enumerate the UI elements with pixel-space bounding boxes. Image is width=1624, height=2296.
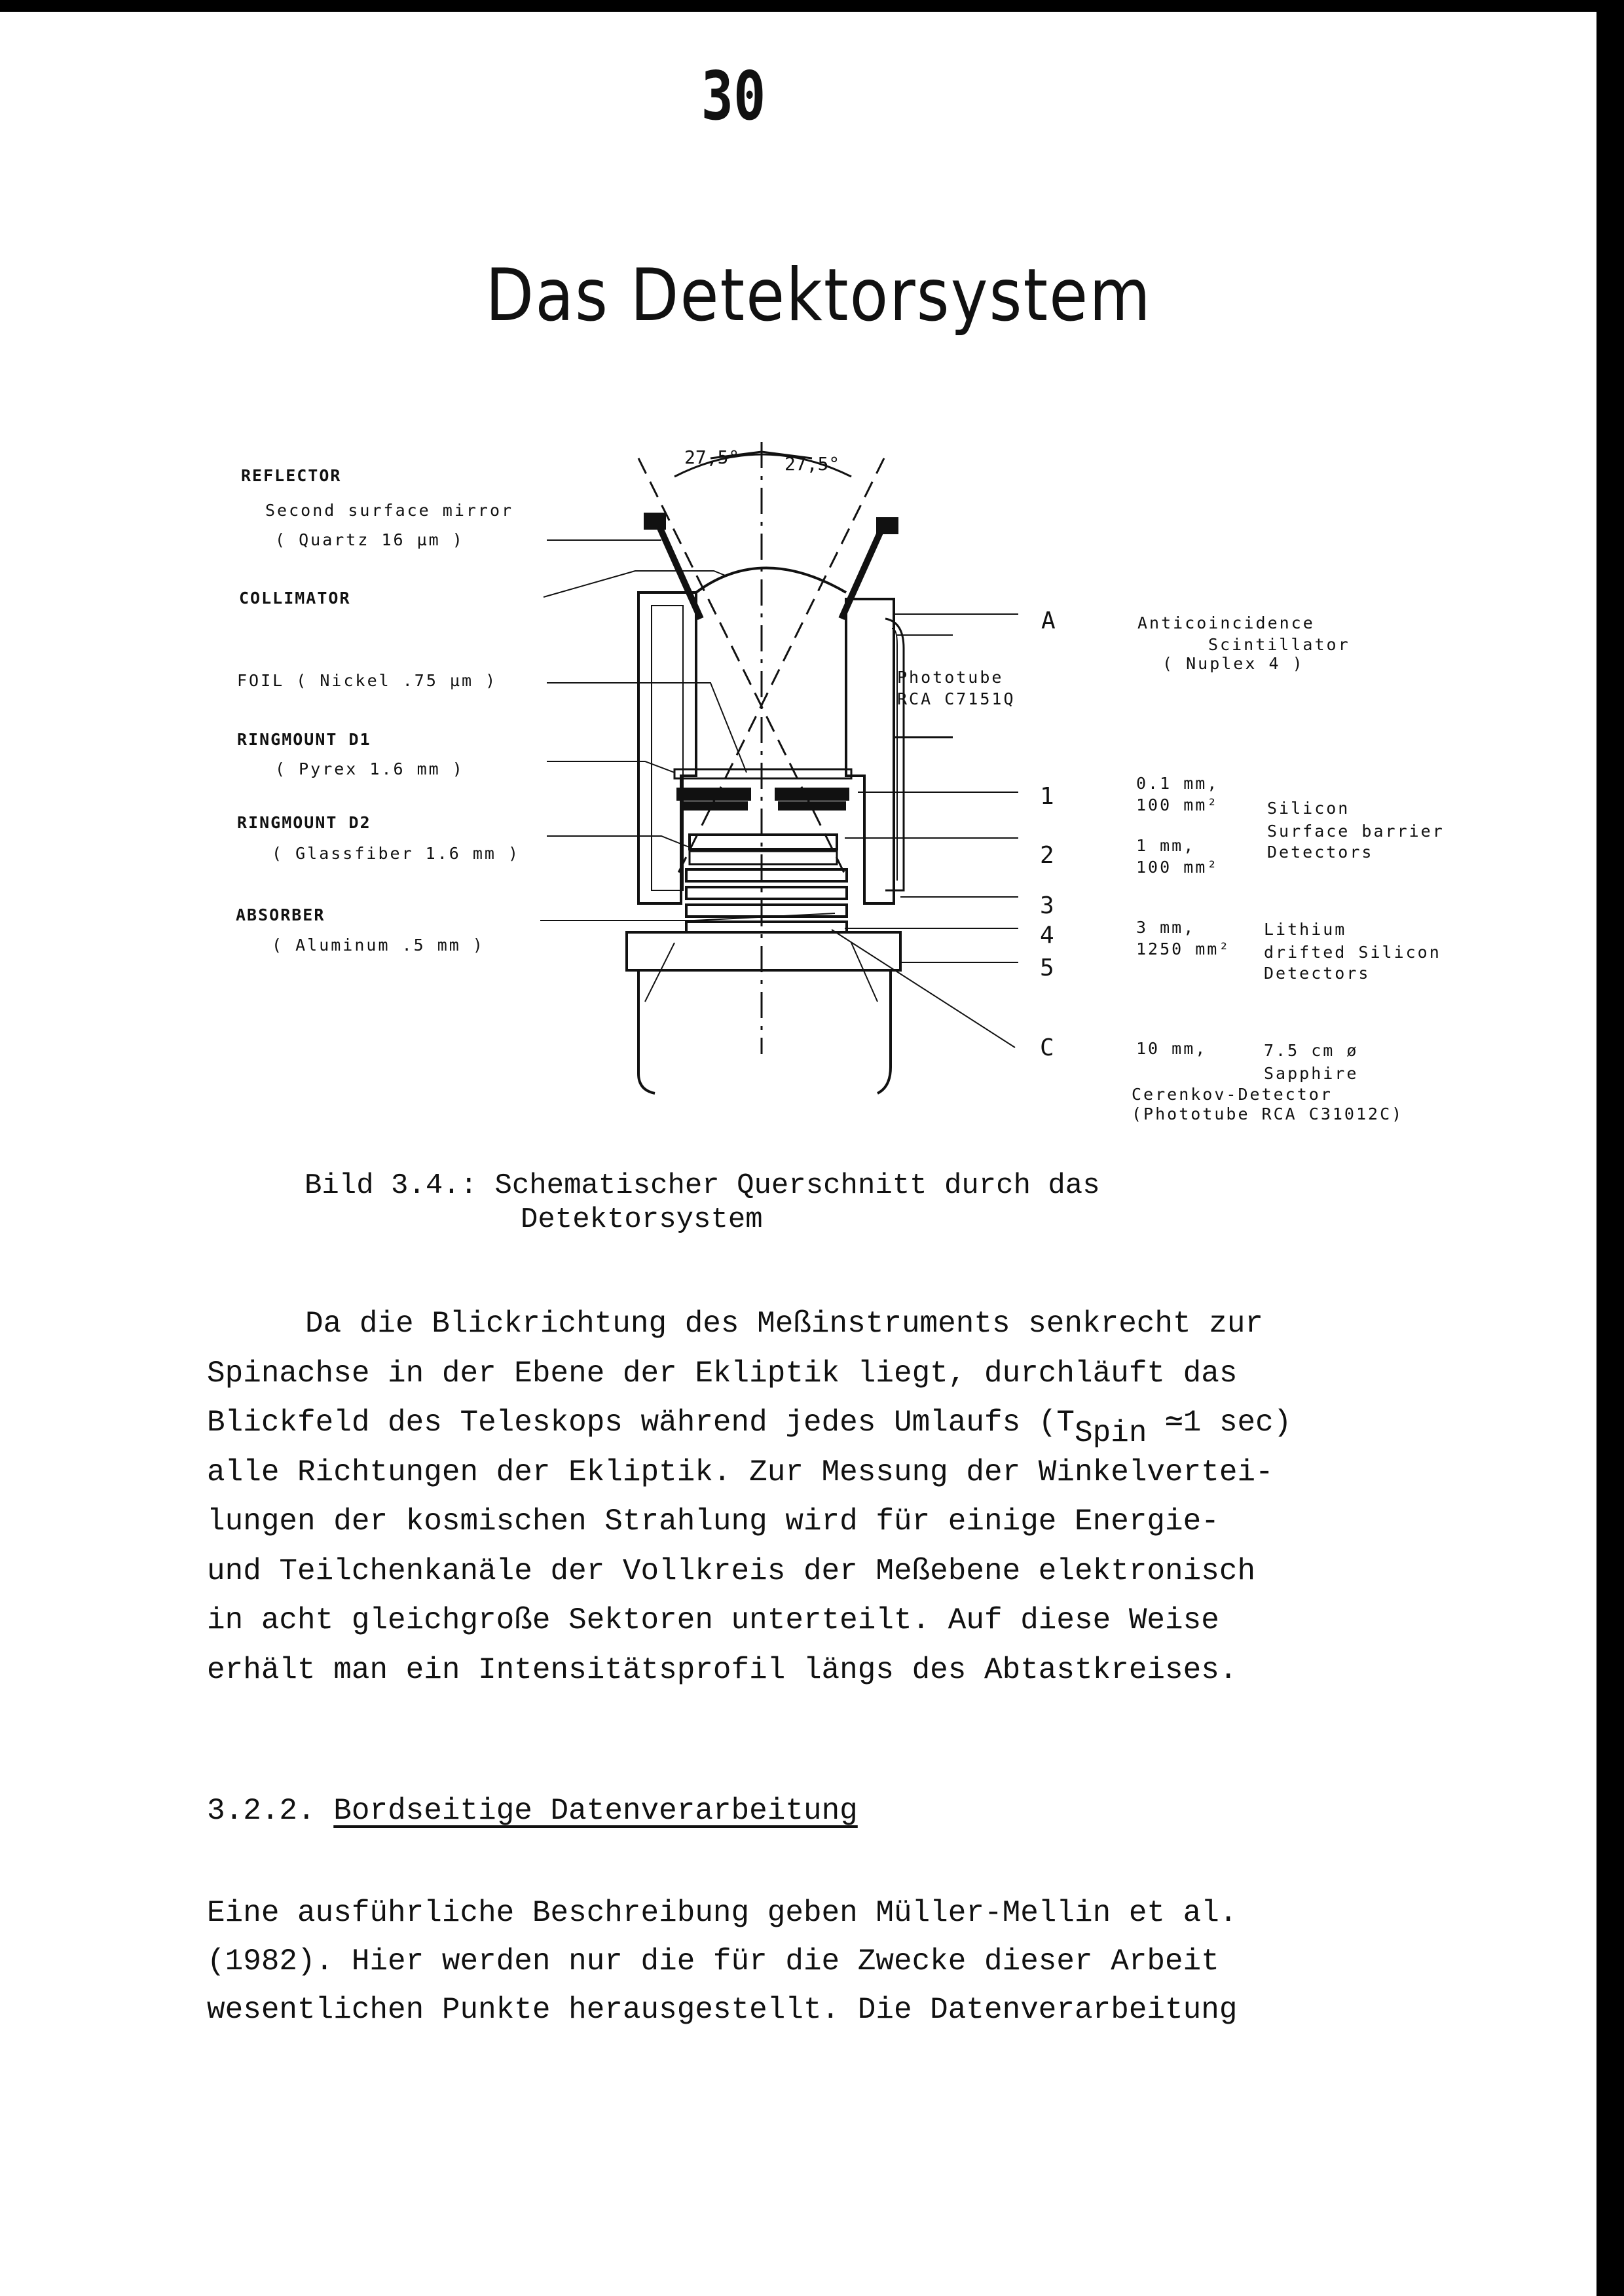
label-det34-area: 1250 mm² — [1136, 939, 1231, 958]
label-silicon: Silicon — [1267, 799, 1350, 818]
label-detc-diameter: 7.5 cm ø — [1264, 1041, 1359, 1060]
detector-2 — [690, 835, 837, 849]
label-ringmount-d2: RINGMOUNT D2 — [237, 813, 371, 832]
detector-1-right — [776, 789, 848, 799]
label-cerenkov: Cerenkov-Detector — [1132, 1085, 1333, 1104]
marker-a: A — [1041, 608, 1056, 634]
label-det2-area: 100 mm² — [1136, 858, 1219, 877]
label-foil: FOIL ( Nickel .75 µm ) — [237, 671, 498, 690]
caption-line-1: Bild 3.4.: Schematischer Querschnitt durch das — [304, 1169, 1100, 1202]
label-nuplex: ( Nuplex 4 ) — [1162, 654, 1304, 673]
paragraph-1-line: lungen der kosmischen Strahlung wird für einige Energie- — [207, 1504, 1219, 1539]
paragraph-1-line-with-subscript: Blickfeld des Teleskops während jedes Umlaufs (TSpin ≃1 sec) — [207, 1406, 1292, 1450]
label-anticoincidence: Anticoincidence — [1137, 613, 1315, 632]
paragraph-2-line: Eine ausführliche Beschreibung geben Müller-Mellin et al. — [207, 1896, 1238, 1930]
label-cerenkov-phototube: (Phototube RCA C31012C) — [1132, 1104, 1404, 1123]
label-ringmount-d1-sub: ( Pyrex 1.6 mm ) — [275, 759, 464, 778]
section-title: Bordseitige Datenverarbeitung — [333, 1794, 858, 1828]
detector-4 — [686, 905, 847, 917]
reflector-right — [841, 524, 884, 619]
label-det1-thickness: 0.1 mm, — [1136, 774, 1219, 793]
cerenkov-right-wall — [877, 970, 891, 1093]
paragraph-1-line: Da die Blickrichtung des Meßinstruments senkrecht zur — [305, 1307, 1264, 1341]
paragraph-2-line: (1982). Hier werden nur die für die Zwecke dieser Arbeit — [207, 1944, 1219, 1978]
paragraph-1-line: in acht gleichgroße Sektoren unterteilt. Auf diese Weise — [207, 1603, 1219, 1637]
paragraph-2 — [207, 1889, 1237, 2034]
label-drifted-silicon: drifted Silicon — [1264, 943, 1441, 962]
label-reflector-sub2: ( Quartz 16 µm ) — [275, 530, 464, 549]
marker-4: 4 — [1040, 922, 1054, 949]
mirror-mount-left — [645, 514, 665, 528]
collimator-dome — [696, 568, 846, 593]
label-lithium: Lithium — [1264, 920, 1347, 939]
paragraph-1-line: und Teilchenkanäle der Vollkreis der Meßebene elektronisch — [207, 1554, 1256, 1588]
figure-title: Das Detektorsystem — [485, 253, 1152, 338]
label-phototube-2: RCA C7151Q — [897, 689, 1016, 708]
marker-1: 1 — [1040, 783, 1054, 810]
marker-3: 3 — [1040, 892, 1054, 919]
paragraph-2-line: wesentlichen Punkte herausgestellt. Die Datenverarbeitung — [207, 1993, 1238, 2027]
paragraph-1-line: Spinachse in der Ebene der Ekliptik liegt, durchläuft das — [207, 1356, 1238, 1391]
label-det1-area: 100 mm² — [1136, 795, 1219, 814]
label-reflector-sub1: Second surface mirror — [265, 501, 514, 520]
label-det2-thickness: 1 mm, — [1136, 836, 1196, 855]
label-scintillator: Scintillator — [1208, 635, 1350, 654]
fov-line-right — [678, 458, 884, 874]
label-detectors-li: Detectors — [1264, 964, 1371, 983]
paragraph-1-line: erhält man ein Intensitätsprofil längs des Abtastkreises. — [207, 1652, 1238, 1687]
label-detectors-si: Detectors — [1267, 843, 1374, 862]
label-absorber: ABSORBER — [236, 905, 325, 924]
marker-5: 5 — [1040, 955, 1054, 981]
label-sapphire: Sapphire — [1264, 1064, 1359, 1083]
absorber-plate — [627, 932, 900, 970]
detector-1-left — [678, 789, 750, 799]
label-collimator: COLLIMATOR — [239, 589, 351, 608]
section-number: 3.2.2. — [207, 1794, 316, 1828]
housing-left — [638, 592, 696, 903]
detector-3 — [686, 869, 847, 881]
label-absorber-sub: ( Aluminum .5 mm ) — [272, 936, 485, 955]
figure-caption — [304, 1169, 1100, 1237]
section-heading — [207, 1794, 858, 1828]
marker-2: 2 — [1040, 842, 1054, 869]
housing-right — [846, 599, 894, 903]
page-number: 30 — [701, 58, 766, 136]
label-ringmount-d2-sub: ( Glassfiber 1.6 mm ) — [272, 844, 521, 863]
paragraph-1-line: alle Richtungen der Ekliptik. Zur Messung der Winkelvertei- — [207, 1455, 1274, 1489]
label-detc-thickness: 10 mm, — [1136, 1039, 1208, 1058]
label-det34-thickness: 3 mm, — [1136, 918, 1196, 937]
caption-line-2: Detektorsystem — [521, 1203, 763, 1236]
label-surface-barrier: Surface barrier — [1267, 822, 1445, 841]
label-phototube-1: Phototube — [897, 668, 1004, 687]
fov-line-left — [638, 458, 845, 874]
subscript-spin: Spin — [1075, 1416, 1147, 1450]
cerenkov-left-wall — [638, 970, 655, 1093]
label-reflector: REFLECTOR — [241, 466, 342, 485]
angle-label-right: 27,5° — [784, 453, 840, 475]
paragraph-1 — [207, 1300, 1451, 1695]
mirror-mount-right — [877, 519, 897, 533]
label-ringmount-d1: RINGMOUNT D1 — [237, 730, 371, 749]
marker-c: C — [1040, 1034, 1054, 1061]
angle-label-left: 27,5° — [684, 446, 740, 468]
